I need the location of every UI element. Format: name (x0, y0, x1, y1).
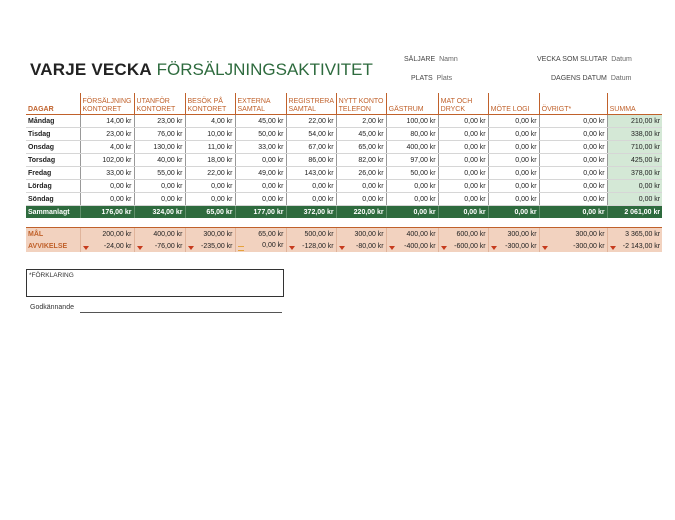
down-arrow-icon (83, 246, 89, 250)
cell-value: 33,00 kr (106, 169, 132, 177)
value-cell[interactable] (488, 115, 539, 128)
day-row (26, 180, 662, 193)
value-cell[interactable] (185, 128, 235, 141)
place-field (411, 75, 452, 82)
cell-value: 338,00 kr (630, 130, 661, 138)
value-cell (185, 240, 235, 252)
column-header: GÄSTRUM (386, 93, 438, 115)
cell-value: 176,00 kr (101, 208, 132, 216)
cell-value: 300,00 kr (354, 230, 384, 238)
cell-value: 80,00 kr (410, 130, 436, 138)
value-cell[interactable] (286, 141, 336, 154)
down-arrow-icon (389, 246, 395, 250)
column-header: BESÖK PÅ KONTORET (185, 93, 235, 115)
day-row (26, 154, 662, 167)
value-cell[interactable] (488, 128, 539, 141)
down-arrow-icon (610, 246, 616, 250)
value-cell[interactable] (438, 228, 488, 241)
cell-value: 0,00 kr (515, 182, 537, 190)
notes-label: *FÖRKLARING (29, 272, 74, 279)
cell-value: 0,00 kr (515, 130, 537, 138)
approval-label: Godkännande (30, 304, 74, 311)
value-cell[interactable] (80, 167, 134, 180)
value-cell[interactable] (235, 193, 286, 206)
value-cell[interactable] (134, 115, 185, 128)
cell-value: 710,00 kr (630, 143, 661, 151)
cell-value: 50,00 kr (258, 130, 284, 138)
value-cell[interactable] (336, 115, 386, 128)
cell-value: 55,00 kr (157, 169, 183, 177)
value-cell[interactable] (185, 115, 235, 128)
value-cell[interactable] (336, 128, 386, 141)
down-arrow-icon (542, 246, 548, 250)
value-cell[interactable] (539, 154, 607, 167)
cell-value: 210,00 kr (630, 117, 661, 125)
cell-value: 3 365,00 kr (625, 230, 661, 238)
sum-cell[interactable] (607, 193, 662, 206)
value-cell (134, 240, 185, 252)
column-header: MAT OCH DRYCK (438, 93, 488, 115)
cell-value: 54,00 kr (308, 130, 334, 138)
value-cell[interactable] (539, 167, 607, 180)
value-cell[interactable] (488, 180, 539, 193)
cell-value: 0,00 kr (211, 195, 233, 203)
value-cell[interactable] (235, 180, 286, 193)
today-date-field (551, 75, 631, 82)
row-label: Sammanlagt (26, 206, 80, 219)
row-label: AVVIKELSE (26, 240, 80, 252)
value-cell[interactable] (336, 154, 386, 167)
cell-value: 600,00 kr (456, 230, 486, 238)
cell-value: 76,00 kr (157, 130, 183, 138)
value-cell[interactable] (286, 228, 336, 241)
cell-value: 220,00 kr (353, 208, 384, 216)
value-cell (286, 240, 336, 252)
cell-value: 22,00 kr (207, 169, 233, 177)
down-arrow-icon (137, 246, 143, 250)
value-cell (235, 206, 286, 219)
value-cell[interactable] (134, 154, 185, 167)
cell-value: 0,00 kr (583, 117, 605, 125)
cell-value: 0,00 kr (262, 195, 284, 203)
equal-indicator-icon (238, 246, 244, 251)
cell-value: 0,00 kr (161, 195, 183, 203)
cell-value: 2 061,00 kr (624, 208, 661, 216)
row-label: Söndag (26, 193, 80, 206)
cell-value: 65,00 kr (358, 143, 384, 151)
value-cell (336, 240, 386, 252)
seller-field (404, 56, 458, 63)
value-cell[interactable] (80, 128, 134, 141)
sum-cell (607, 206, 662, 219)
cell-value: 300,00 kr (507, 230, 537, 238)
value-cell (336, 206, 386, 219)
value-cell (80, 240, 134, 252)
column-header: REGISTRERA SAMTAL (286, 93, 336, 115)
day-row (26, 193, 662, 206)
cell-value: 0,00 kr (464, 182, 486, 190)
cell-value: 0,00 kr (515, 156, 537, 164)
cell-value: 0,00 kr (464, 117, 486, 125)
value-cell[interactable] (134, 128, 185, 141)
cell-value: -24,00 kr (103, 242, 132, 250)
down-arrow-icon (339, 246, 345, 250)
cell-value: -80,00 kr (356, 242, 384, 250)
value-cell[interactable] (386, 141, 438, 154)
cell-value: 65,00 kr (258, 230, 284, 238)
cell-value: 67,00 kr (308, 143, 334, 151)
column-header-days: DAGAR (28, 105, 54, 113)
value-cell[interactable] (386, 154, 438, 167)
value-cell[interactable] (336, 228, 386, 241)
total-row (26, 206, 662, 219)
cell-value: 0,00 kr (514, 208, 537, 216)
cell-value: 0,00 kr (262, 182, 284, 190)
row-label: MÅL (26, 228, 80, 241)
cell-value: 177,00 kr (253, 208, 284, 216)
cell-value: 82,00 kr (358, 156, 384, 164)
value-cell (386, 240, 438, 252)
cell-value: 18,00 kr (207, 156, 233, 164)
value-cell (438, 206, 488, 219)
cell-value: 0,00 kr (161, 182, 183, 190)
value-cell[interactable] (539, 128, 607, 141)
seller-value[interactable]: Namn (439, 56, 458, 63)
value-cell[interactable] (438, 141, 488, 154)
value-cell[interactable] (438, 167, 488, 180)
cell-value: 0,00 kr (262, 241, 284, 249)
cell-value: 23,00 kr (157, 117, 183, 125)
cell-value: 0,00 kr (464, 169, 486, 177)
column-header: EXTERNA SAMTAL (235, 93, 286, 115)
value-cell[interactable] (286, 154, 336, 167)
place-value[interactable]: Plats (436, 75, 453, 82)
value-cell[interactable] (488, 228, 539, 241)
value-cell[interactable] (488, 154, 539, 167)
cell-value: 0,00 kr (515, 117, 537, 125)
cell-value: 45,00 kr (358, 130, 384, 138)
today-date-value[interactable]: Datum (610, 75, 632, 82)
cell-value: 97,00 kr (410, 156, 436, 164)
cell-value: 0,00 kr (110, 195, 132, 203)
value-cell[interactable] (80, 154, 134, 167)
cell-value: 0,00 kr (583, 169, 605, 177)
value-cell[interactable] (336, 141, 386, 154)
value-cell[interactable] (134, 228, 185, 241)
value-cell[interactable] (134, 180, 185, 193)
cell-value: 300,00 kr (575, 230, 605, 238)
column-header: UTANFÖR KONTORET (134, 93, 185, 115)
today-date-label: DAGENS DATUM (551, 75, 607, 82)
down-arrow-icon (289, 246, 295, 250)
value-cell[interactable] (80, 115, 134, 128)
cell-value: 22,00 kr (308, 117, 334, 125)
value-cell[interactable] (80, 141, 134, 154)
cell-value: 500,00 kr (304, 230, 334, 238)
cell-value: 0,00 kr (413, 208, 436, 216)
value-cell[interactable] (134, 167, 185, 180)
notes-box[interactable] (26, 269, 284, 297)
cell-value: -235,00 kr (200, 242, 233, 250)
day-row (26, 141, 662, 154)
cell-value: 50,00 kr (410, 169, 436, 177)
value-cell[interactable] (134, 141, 185, 154)
value-cell (134, 206, 185, 219)
variance-row (26, 240, 662, 252)
cell-value: 0,00 kr (362, 182, 384, 190)
column-header: SUMMA (607, 93, 662, 115)
day-row (26, 115, 662, 128)
value-cell[interactable] (438, 193, 488, 206)
cell-value: 130,00 kr (153, 143, 183, 151)
cell-value: 23,00 kr (106, 130, 132, 138)
page-title (30, 60, 373, 80)
row-label: Måndag (26, 115, 80, 128)
value-cell[interactable] (386, 167, 438, 180)
cell-value: -300,00 kr (573, 242, 605, 250)
sum-cell[interactable] (607, 180, 662, 193)
cell-value: 0,00 kr (463, 208, 486, 216)
value-cell (488, 206, 539, 219)
cell-value: -300,00 kr (505, 242, 537, 250)
cell-value: 65,00 kr (206, 208, 233, 216)
value-cell[interactable] (134, 193, 185, 206)
row-label: Onsdag (26, 141, 80, 154)
cell-value: 0,00 kr (515, 195, 537, 203)
place-label: PLATS (411, 75, 433, 82)
cell-value: 0,00 kr (583, 182, 605, 190)
value-cell[interactable] (286, 128, 336, 141)
sum-cell[interactable] (607, 167, 662, 180)
cell-value: 2,00 kr (362, 117, 384, 125)
value-cell[interactable] (539, 228, 607, 241)
value-cell[interactable] (185, 154, 235, 167)
cell-value: 372,00 kr (303, 208, 334, 216)
cell-value: 0,00 kr (583, 156, 605, 164)
cell-value: -400,00 kr (404, 242, 436, 250)
value-cell (80, 206, 134, 219)
sum-cell[interactable] (607, 128, 662, 141)
cell-value: 14,00 kr (106, 117, 132, 125)
cell-value: 4,00 kr (110, 143, 132, 151)
cell-value: 102,00 kr (102, 156, 132, 164)
value-cell[interactable] (80, 180, 134, 193)
cell-value: 100,00 kr (406, 117, 436, 125)
value-cell[interactable] (336, 167, 386, 180)
cell-value: 0,00 kr (464, 130, 486, 138)
down-arrow-icon (491, 246, 497, 250)
cell-value: 11,00 kr (207, 143, 233, 151)
value-cell[interactable] (386, 128, 438, 141)
title-bold: VARJE VECKA (30, 60, 152, 79)
cell-value: 0,00 kr (638, 195, 661, 203)
cell-value: 324,00 kr (152, 208, 183, 216)
day-row (26, 128, 662, 141)
value-cell[interactable] (386, 180, 438, 193)
cell-value: 40,00 kr (157, 156, 183, 164)
cell-value: 0,00 kr (262, 156, 284, 164)
title-rest: FÖRSÄLJNINGSAKTIVITET (156, 60, 373, 79)
seller-label: SÄLJARE (404, 56, 436, 63)
value-cell[interactable] (235, 154, 286, 167)
value-cell[interactable] (185, 141, 235, 154)
cell-value: 0,00 kr (414, 195, 436, 203)
row-label: Lördag (26, 180, 80, 193)
cell-value: 400,00 kr (153, 230, 183, 238)
down-arrow-icon (188, 246, 194, 250)
value-cell[interactable] (235, 228, 286, 241)
cell-value: 0,00 kr (582, 208, 605, 216)
approval-signature-line[interactable] (80, 312, 282, 313)
value-cell (539, 240, 607, 252)
cell-value: 86,00 kr (308, 156, 334, 164)
goal-row (26, 228, 662, 241)
cell-value: 4,00 kr (211, 117, 233, 125)
column-header: FÖRSÄLJNING KONTORET (80, 93, 134, 115)
value-cell[interactable] (286, 167, 336, 180)
value-cell (386, 206, 438, 219)
value-cell[interactable] (539, 141, 607, 154)
spacer-row (26, 218, 662, 228)
cell-value: 45,00 kr (258, 117, 284, 125)
cell-value: 0,00 kr (110, 182, 132, 190)
cell-value: 200,00 kr (102, 230, 132, 238)
value-cell[interactable] (488, 141, 539, 154)
value-cell[interactable] (386, 115, 438, 128)
column-header: MÖTE LOGI (488, 93, 539, 115)
value-cell (286, 206, 336, 219)
cell-value: 10,00 kr (207, 130, 233, 138)
week-ending-field (537, 56, 632, 63)
value-cell[interactable] (185, 193, 235, 206)
value-cell[interactable] (286, 115, 336, 128)
value-cell[interactable] (80, 228, 134, 241)
cell-value: 26,00 kr (358, 169, 384, 177)
cell-value: 0,00 kr (414, 182, 436, 190)
value-cell[interactable] (438, 154, 488, 167)
value-cell[interactable] (80, 193, 134, 206)
column-header: NYTT KONTO TELEFON (336, 93, 386, 115)
spacer-cell (26, 218, 662, 228)
value-cell[interactable] (286, 180, 336, 193)
column-header: ÖVRIGT* (539, 93, 607, 115)
value-cell[interactable] (235, 141, 286, 154)
cell-value: 0,00 kr (583, 130, 605, 138)
cell-value: 0,00 kr (464, 156, 486, 164)
sum-cell[interactable] (607, 141, 662, 154)
value-cell[interactable] (438, 115, 488, 128)
value-cell (235, 240, 286, 252)
sum-cell (607, 240, 662, 252)
value-cell (539, 206, 607, 219)
value-cell[interactable] (386, 193, 438, 206)
row-label: Tisdag (26, 128, 80, 141)
sales-activity-table (26, 93, 662, 252)
sum-cell[interactable] (607, 115, 662, 128)
cell-value: 33,00 kr (258, 143, 284, 151)
value-cell[interactable] (488, 193, 539, 206)
cell-value: -76,00 kr (154, 242, 183, 250)
cell-value: 378,00 kr (630, 169, 661, 177)
cell-value: -2 143,00 kr (622, 242, 661, 250)
cell-value: 300,00 kr (203, 230, 233, 238)
value-cell[interactable] (488, 167, 539, 180)
value-cell[interactable] (336, 193, 386, 206)
cell-value: -128,00 kr (302, 242, 334, 250)
sum-cell[interactable] (607, 154, 662, 167)
cell-value: 0,00 kr (583, 195, 605, 203)
value-cell[interactable] (336, 180, 386, 193)
value-cell[interactable] (235, 115, 286, 128)
row-label: Torsdag (26, 154, 80, 167)
week-ending-label: VECKA SOM SLUTAR (537, 56, 608, 63)
value-cell[interactable] (539, 180, 607, 193)
sum-cell[interactable] (607, 228, 662, 241)
value-cell[interactable] (185, 167, 235, 180)
value-cell (185, 206, 235, 219)
cell-value: 0,00 kr (312, 195, 334, 203)
cell-value: 400,00 kr (406, 143, 436, 151)
value-cell[interactable] (438, 180, 488, 193)
cell-value: 0,00 kr (515, 169, 537, 177)
column-headers (26, 93, 662, 115)
value-cell[interactable] (539, 193, 607, 206)
value-cell[interactable] (185, 228, 235, 241)
cell-value: 0,00 kr (515, 143, 537, 151)
cell-value: 143,00 kr (304, 169, 334, 177)
value-cell[interactable] (235, 128, 286, 141)
cell-value: 0,00 kr (464, 143, 486, 151)
cell-value: 0,00 kr (464, 195, 486, 203)
row-label: Fredag (26, 167, 80, 180)
cell-value: 0,00 kr (638, 182, 661, 190)
day-row (26, 167, 662, 180)
cell-value: 0,00 kr (312, 182, 334, 190)
value-cell[interactable] (438, 128, 488, 141)
value-cell[interactable] (235, 167, 286, 180)
cell-value: 425,00 kr (630, 156, 661, 164)
cell-value: 0,00 kr (362, 195, 384, 203)
cell-value: -600,00 kr (454, 242, 486, 250)
cell-value: 0,00 kr (583, 143, 605, 151)
value-cell (488, 240, 539, 252)
value-cell (438, 240, 488, 252)
cell-value: 49,00 kr (258, 169, 284, 177)
down-arrow-icon (441, 246, 447, 250)
value-cell[interactable] (185, 180, 235, 193)
value-cell[interactable] (386, 228, 438, 241)
week-ending-value[interactable]: Datum (611, 56, 632, 63)
value-cell[interactable] (286, 193, 336, 206)
cell-value: 400,00 kr (406, 230, 436, 238)
cell-value: 0,00 kr (211, 182, 233, 190)
value-cell[interactable] (539, 115, 607, 128)
